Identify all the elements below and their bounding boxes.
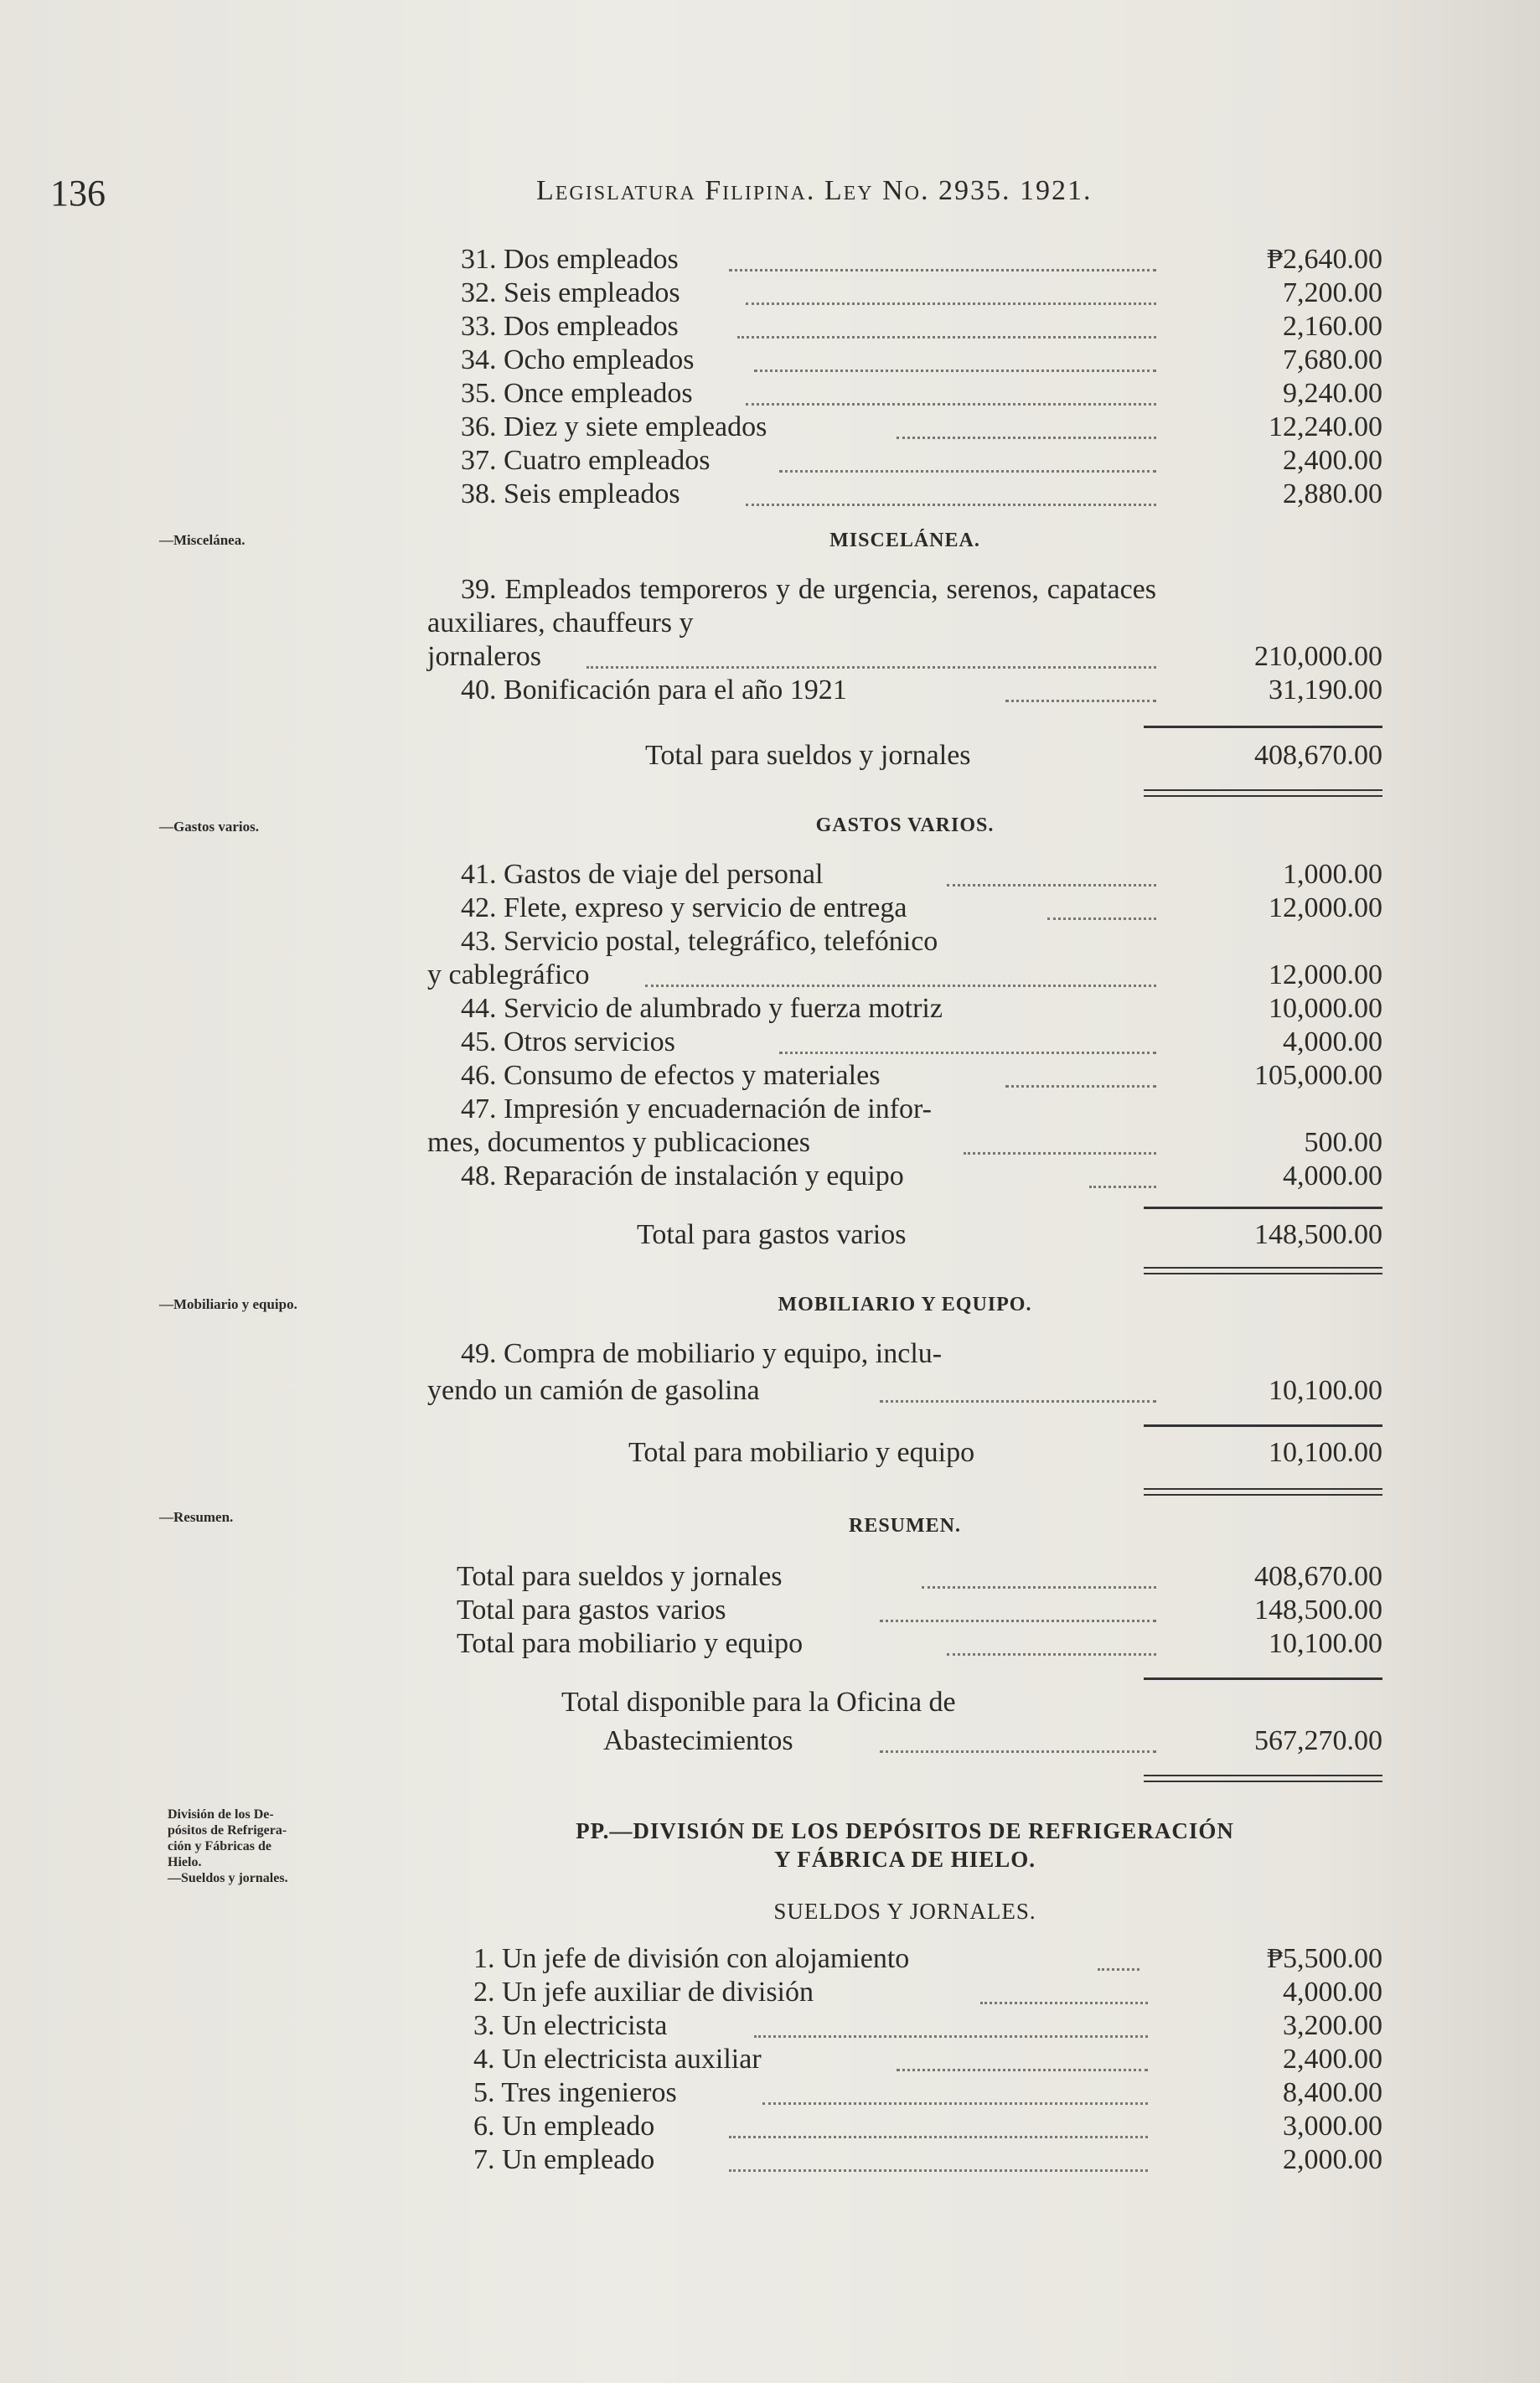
list-item: 5. Tres ingenieros 8,400.00 — [427, 2076, 1382, 2110]
item-43-text: 43. Servicio postal, telegráfico, telefónico — [461, 926, 938, 957]
list-item: 45. Otros servicios 4,000.00 — [427, 1026, 1382, 1059]
list-item: 36. Diez y siete empleados 12,240.00 — [427, 411, 1382, 444]
list-item: 35. Once empleados 9,240.00 — [427, 377, 1382, 411]
total-double-rule — [1144, 789, 1382, 797]
list-item: 44. Servicio de alumbrado y fuerza motriz 10,000.00 — [461, 993, 1382, 1024]
list-item: 4. Un electricista auxiliar 2,400.00 — [427, 2043, 1382, 2076]
list-item: 6. Un empleado 3,000.00 — [427, 2110, 1382, 2143]
list-item: jornaleros 210,000.00 — [427, 640, 1382, 674]
total-gastos: Total para gastos varios 148,500.00 — [637, 1219, 1382, 1250]
list-item: 40. Bonificación para el año 1921 31,190.00 — [427, 674, 1382, 707]
list-item: Total para sueldos y jornales 408,670.00 — [427, 1560, 1382, 1594]
list-item: Total para gastos varios 148,500.00 — [427, 1594, 1382, 1627]
margin-note-gastos: —Gastos varios. — [159, 819, 259, 835]
subheading-sueldos: SUELDOS Y JORNALES. — [773, 1899, 1036, 1924]
page-number: 136 — [50, 173, 106, 214]
page-header — [50, 172, 1475, 222]
item-39-text: 39. Empleados temporeros y de urgencia, serenos, capataces auxiliares, chauffeurs y — [427, 574, 1156, 638]
list-item: yendo un camión de gasolina 10,100.00 — [427, 1374, 1382, 1408]
list-item: Total para mobiliario y equipo 10,100.00 — [427, 1627, 1382, 1661]
total-double-rule — [1144, 1488, 1382, 1496]
item-49-text: 49. Compra de mobiliario y equipo, inclu- — [461, 1338, 943, 1369]
list-item: 33. Dos empleados 2,160.00 — [427, 310, 1382, 344]
list-item: 31. Dos empleados ₱2,640.00 — [427, 243, 1382, 277]
list-item: 48. Reparación de instalación y equipo 4,000.00 — [427, 1160, 1382, 1193]
total-mobiliario: Total para mobiliario y equipo 10,100.00 — [628, 1437, 1382, 1468]
total-sueldos: Total para sueldos y jornales 408,670.00 — [645, 740, 1382, 771]
total-double-rule — [1144, 1267, 1382, 1274]
list-item: 37. Cuatro empleados 2,400.00 — [427, 444, 1382, 478]
total-double-rule — [1144, 1775, 1382, 1782]
sum-rule — [1144, 1207, 1382, 1209]
list-item: 2. Un jefe auxiliar de división 4,000.00 — [427, 1976, 1382, 2009]
sum-rule — [1144, 1677, 1382, 1680]
list-item: 46. Consumo de efectos y materiales 105,000.00 — [427, 1059, 1382, 1093]
list-item: 38. Seis empleados 2,880.00 — [427, 478, 1382, 511]
margin-note-mobiliario: —Mobiliario y equipo. — [159, 1296, 297, 1312]
running-title: Legislatura Filipina. Ley No. 2935. 1921. — [536, 175, 1093, 206]
list-item: 1. Un jefe de división con alojamiento ₱5,500.00 — [427, 1942, 1382, 1976]
list-item: mes, documentos y publicaciones 500.00 — [427, 1126, 1382, 1160]
section-heading-resumen: RESUMEN. — [848, 1515, 961, 1537]
list-item: 7. Un empleado 2,000.00 — [427, 2143, 1382, 2177]
grand-total-label-1: Total disponible para la Oficina de — [561, 1687, 956, 1718]
section-heading-pp: PP.—DIVISIÓN DE LOS DEPÓSITOS DE REFRIGERACIÓN Y FÁBRICA DE HIELO. — [576, 1818, 1234, 1872]
margin-note-pp: División de los De- pósitos de Refrigera- ción y Fábricas de Hielo. —Sueldos y jornales. — [168, 1807, 288, 1885]
sum-rule — [1144, 726, 1382, 728]
list-item: 34. Ocho empleados 7,680.00 — [427, 344, 1382, 377]
list-item: 41. Gastos de viaje del personal 1,000.00 — [427, 858, 1382, 892]
margin-note-miscelanea: —Miscelánea. — [159, 532, 245, 548]
section-heading-mobiliario: MOBILIARIO Y EQUIPO. — [778, 1294, 1032, 1316]
section-heading-gastos: GASTOS VARIOS. — [815, 814, 995, 836]
list-item: y cablegráfico 12,000.00 — [427, 959, 1382, 992]
grand-total: Abastecimientos 567,270.00 — [427, 1724, 1382, 1758]
margin-note-resumen: —Resumen. — [159, 1509, 234, 1525]
sum-rule — [1144, 1424, 1382, 1427]
list-item: 32. Seis empleados 7,200.00 — [427, 277, 1382, 310]
item-47-text: 47. Impresión y encuadernación de infor- — [461, 1093, 932, 1124]
list-item: 42. Flete, expreso y servicio de entrega 12,000.00 — [427, 892, 1382, 925]
section-heading-miscelanea: MISCELÁNEA. — [829, 530, 980, 551]
list-item: 3. Un electricista 3,200.00 — [427, 2009, 1382, 2043]
